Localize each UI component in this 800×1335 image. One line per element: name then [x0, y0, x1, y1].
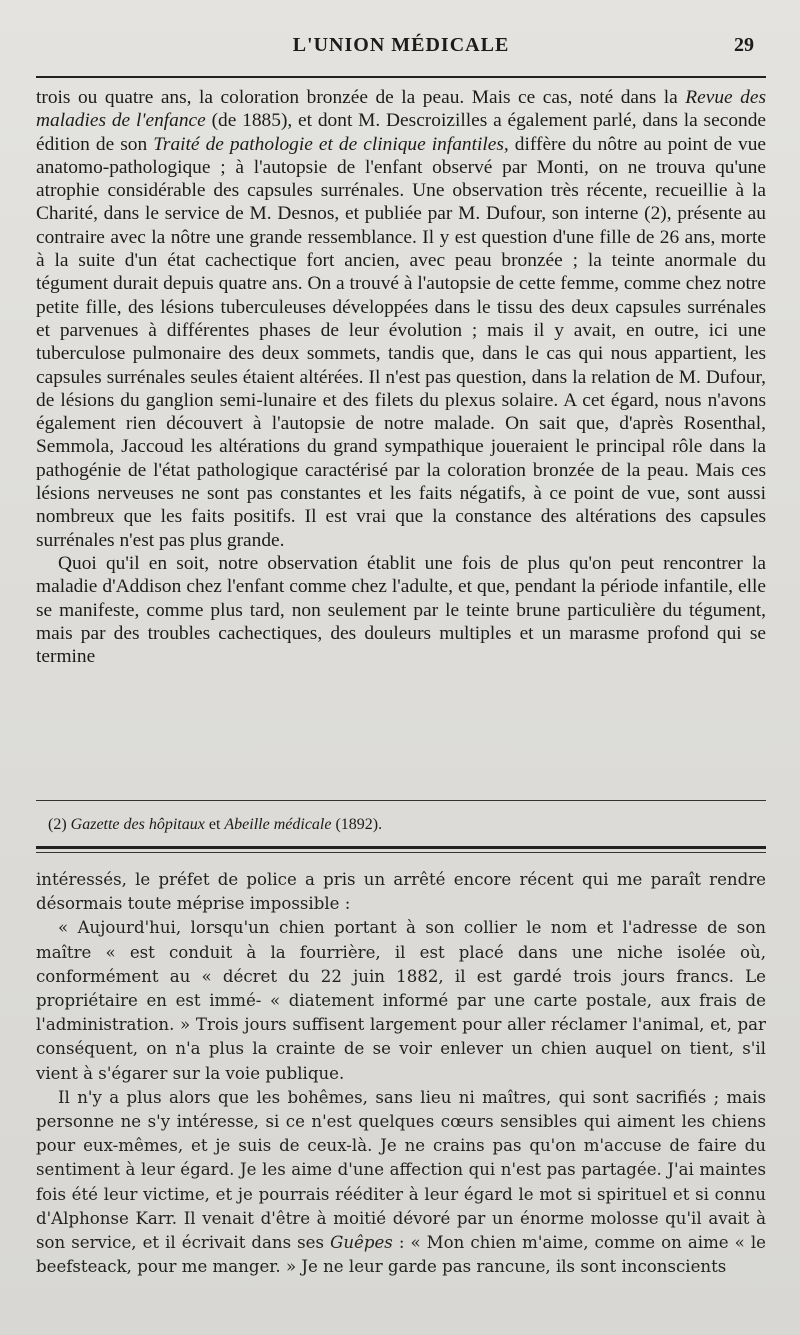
section-divider-thin [36, 852, 766, 853]
page-number: 29 [734, 34, 754, 56]
running-title: L'UNION MÉDICALE [292, 34, 510, 56]
page-header [36, 30, 766, 66]
paragraph: Il n'y a plus alors que les bohêmes, sans lieu ni maîtres, qui sont sacrifiés ; mais personne ne s'y intéresse, si ce n'est quelques cœurs sensibles qui aiment les chiens pour eux-mêmes, et je suis de ceux-là. Je ne crains pas qu'on m'accuse de faire du sentiment à leur égard. Je les aime d'une affection qui n'est pas partagée. J'ai maintes fois été leur victime, et je pourrais rééditer à leur égard le mot si spirituel et si connu d'Alphonse Karr. Il venait d'être à moitié dévoré par un énorme molosse qu'il avait à son service, et il écrivait dans ses Guêpes : « Mon chien m'aime, comme on aime « le beefsteack, pour me manger. » Je ne leur garde pas rancune, ils sont inconscients [36, 1087, 766, 1277]
italic-text: Guêpes [330, 1233, 393, 1253]
paragraph: Quoi qu'il en soit, notre observation établit une fois de plus qu'on peut rencontrer la maladie d'Addison chez l'enfant comme chez l'adulte, et que, pendant la période infantile, elle se manifeste, comme plus tard, non seulement par le teinte brune particulière du tégument, mais par des troubles cachectiques, des douleurs multiples et un marasme profond qui se termine [36, 552, 766, 668]
italic-text: Traité de pathologie et de clinique infantiles, [153, 133, 509, 155]
feuilleton-body [36, 868, 766, 1279]
section-divider-thick [36, 846, 766, 849]
paragraph: « Aujourd'hui, lorsqu'un chien portant à son collier le nom et l'adresse de son maître « est conduit à la fourrière, il est placé dans une niche isolée où, conformément au « décret du 22 juin 1882, il est gardé trois jours francs. Le propriétaire en est immé- « diatement informé par une carte postale, aux frais de l'administration. » Trois jours suffisent largement pour aller réclamer l'animal, et, par conséquent, on n'a plus la crainte de se voir enlever un chien auquel on tient, s'il vient à s'égarer sur la voie publique. [36, 918, 766, 1083]
paragraph: trois ou quatre ans, la coloration bronzée de la peau. Mais ce cas, noté dans la Revue des maladies de l'enfance (de 1885), et dont M. Descroizilles a également parlé, dans la seconde édition de son Traité de pathologie et de clinique infantiles, diffère du nôtre au point de vue anatomo-pathologique ; à l'autopsie de l'enfant observé par Monti, on ne trouva qu'une atrophie considérable des capsules surrénales. Une observation très récente, recueillie à la Charité, dans le service de M. Desnos, et publiée par M. Dufour, son interne (2), présente au contraire avec la nôtre une grande ressemblance. Il y est question d'une fille de 26 ans, morte à la suite d'un état cachectique fort ancien, avec peau bronzée ; la teinte anormale du tégument durait depuis quatre ans. On a trouvé à l'autopsie de cette femme, comme chez notre petite fille, des lésions tuberculeuses développées dans le tissu des deux capsules surrénales et parvenues à différentes phases de leur évolution ; mais il y avait, en outre, ici une tuberculose pulmonaire des deux sommets, tandis que, dans le cas qui nous appartient, les capsules surrénales seules étaient altérées. Il n'est pas question, dans la relation de M. Dufour, de lésions du ganglion semi-lunaire et des filets du plexus solaire. A cet égard, nous n'avons également rien découvert à l'autopsie de notre malade. On sait que, d'après Rosenthal, Semmola, Jaccoud les altérations du grand sympathique joueraient le principal rôle dans la pathogénie de l'état pathologique caractérisé par la coloration bronzée de la peau. Mais ces lésions nerveuses ne sont pas constantes et les faits négatifs, à ce point de vue, sont aussi nombreux que les faits positifs. Il est vrai que la constance des altérations des capsules surrénales n'est pas plus grande. [36, 87, 767, 551]
italic-text: Gazette des hôpitaux [70, 816, 205, 833]
footnote-rule [36, 800, 766, 801]
paragraph: intéressés, le préfet de police a pris un arrêté encore récent qui me paraît rendre désormais toute méprise impossible : [36, 870, 766, 914]
header-rule [36, 76, 766, 78]
italic-text: Revue des maladies de l'enfance [36, 87, 766, 132]
footnote: (2) Gazette des hôpitaux et Abeille médicale (1892). [48, 816, 383, 833]
italic-text: Abeille médicale [224, 816, 332, 833]
main-article-body [36, 86, 766, 668]
